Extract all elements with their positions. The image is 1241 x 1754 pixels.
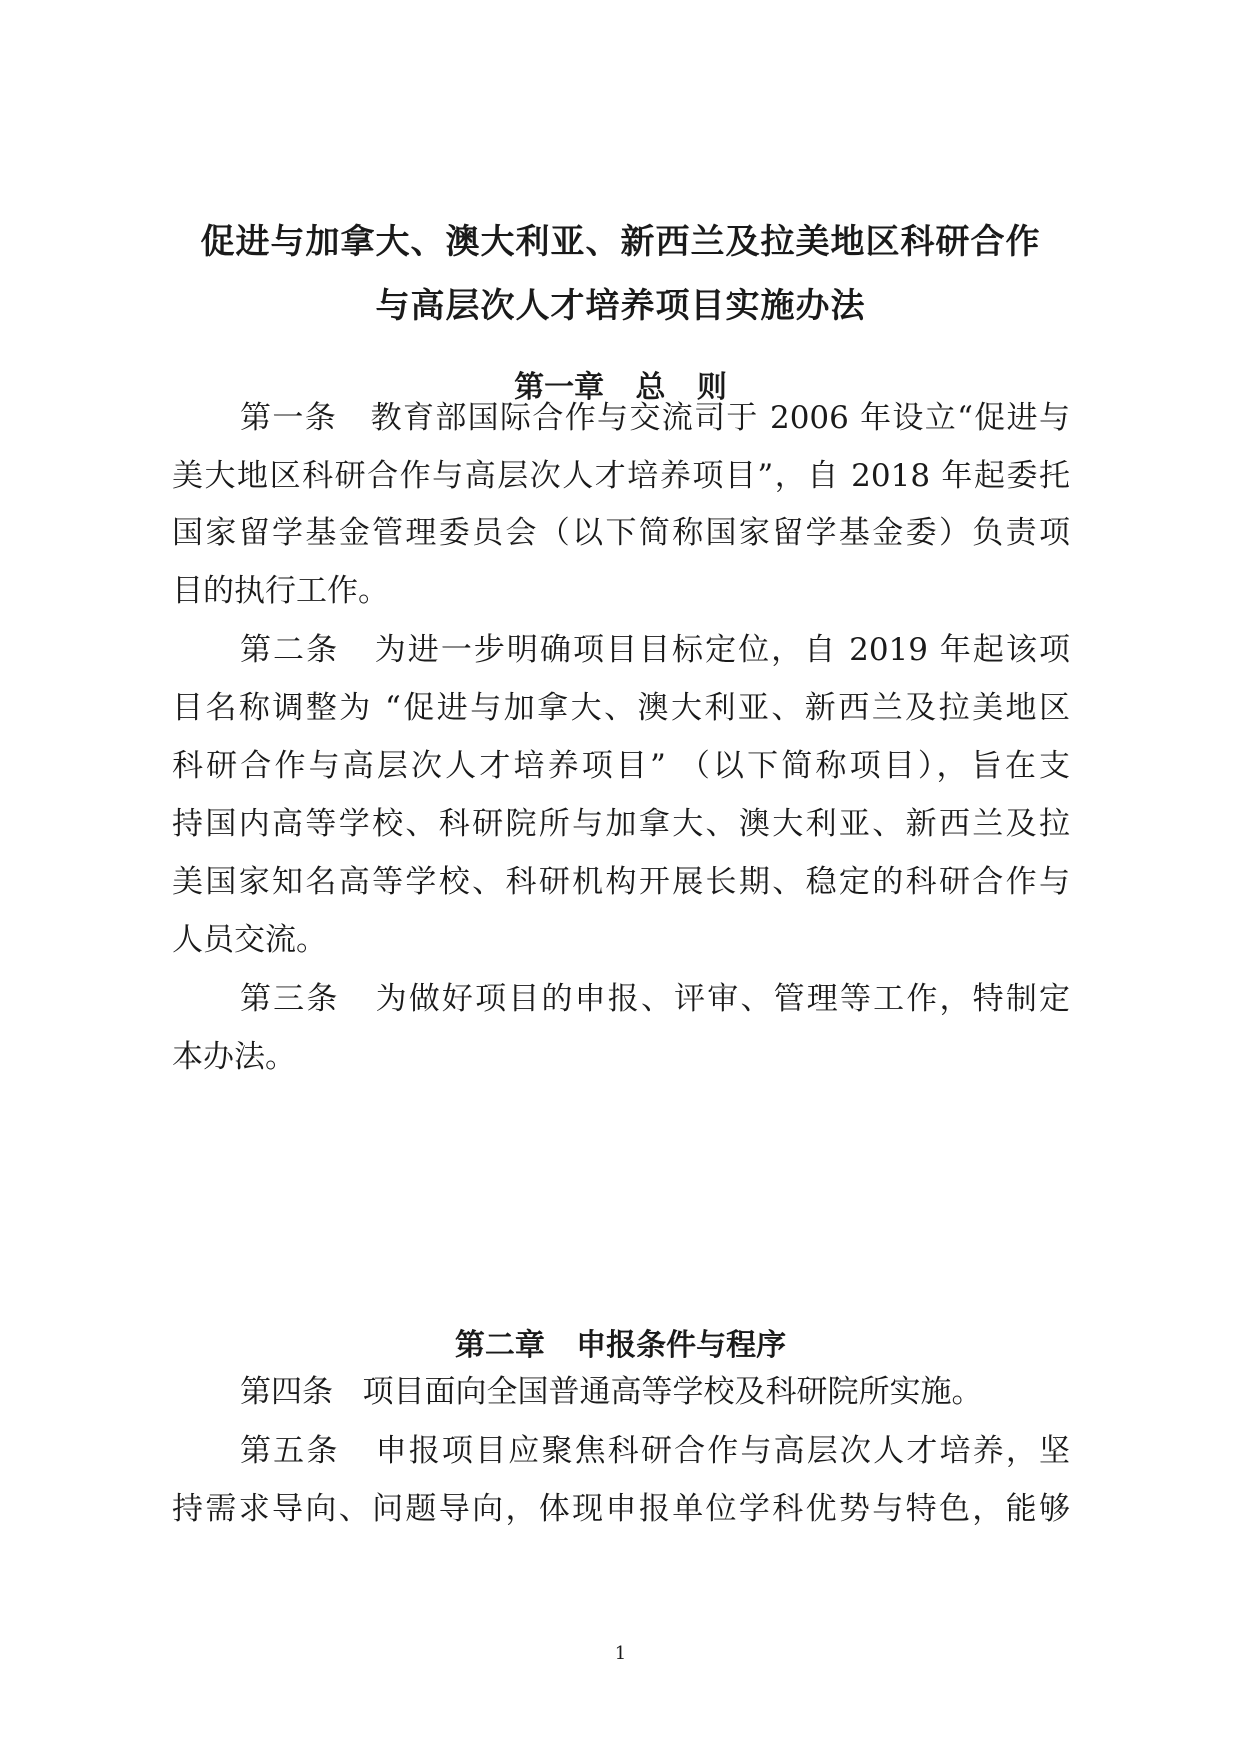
document-title-line-1: 促进与加拿大、澳大利亚、新西兰及拉美地区科研合作 [200, 222, 1041, 262]
article-1-line-3: 国家留学基金管理委员会（以下简称国家留学基金委）负责项 [172, 515, 1070, 551]
article-1-line-4: 目的执行工作。 [172, 573, 389, 609]
article-2-line-5: 美国家知名高等学校、科研机构开展长期、稳定的科研合作与 [172, 864, 1070, 900]
chapter-1-heading: 第一章 总 则 [514, 370, 727, 405]
page-number: 1 [614, 1643, 627, 1664]
article-5-line-1: 第五条 申报项目应聚焦科研合作与高层次人才培养，坚 [240, 1433, 1070, 1469]
article-2-line-3: 科研合作与高层次人才培养项目” （以下简称项目），旨在支 [172, 748, 1070, 784]
article-4-line-1: 第四条 项目面向全国普通高等学校及科研院所实施。 [240, 1374, 983, 1410]
document-title-line-2: 与高层次人才培养项目实施办法 [375, 286, 866, 326]
article-2-line-2: 目名称调整为 “促进与加拿大、澳大利亚、新西兰及拉美地区 [172, 690, 1070, 726]
article-1-line-2: 美大地区科研合作与高层次人才培养项目”，自 2018 年起委托 [172, 458, 1070, 494]
chapter-2-heading: 第二章 申报条件与程序 [454, 1328, 787, 1363]
article-3-line-1: 第三条 为做好项目的申报、评审、管理等工作，特制定 [240, 981, 1070, 1017]
article-2-line-6: 人员交流。 [172, 922, 327, 958]
article-5-line-2: 持需求导向、问题导向，体现申报单位学科优势与特色，能够 [172, 1491, 1070, 1527]
article-2-line-1: 第二条 为进一步明确项目目标定位，自 2019 年起该项 [240, 632, 1070, 668]
article-2-line-4: 持国内高等学校、科研院所与加拿大、澳大利亚、新西兰及拉 [172, 806, 1070, 842]
article-1-line-1: 第一条 教育部国际合作与交流司于 2006 年设立“促进与 [240, 400, 1070, 436]
article-3-line-2: 本办法。 [172, 1039, 296, 1075]
